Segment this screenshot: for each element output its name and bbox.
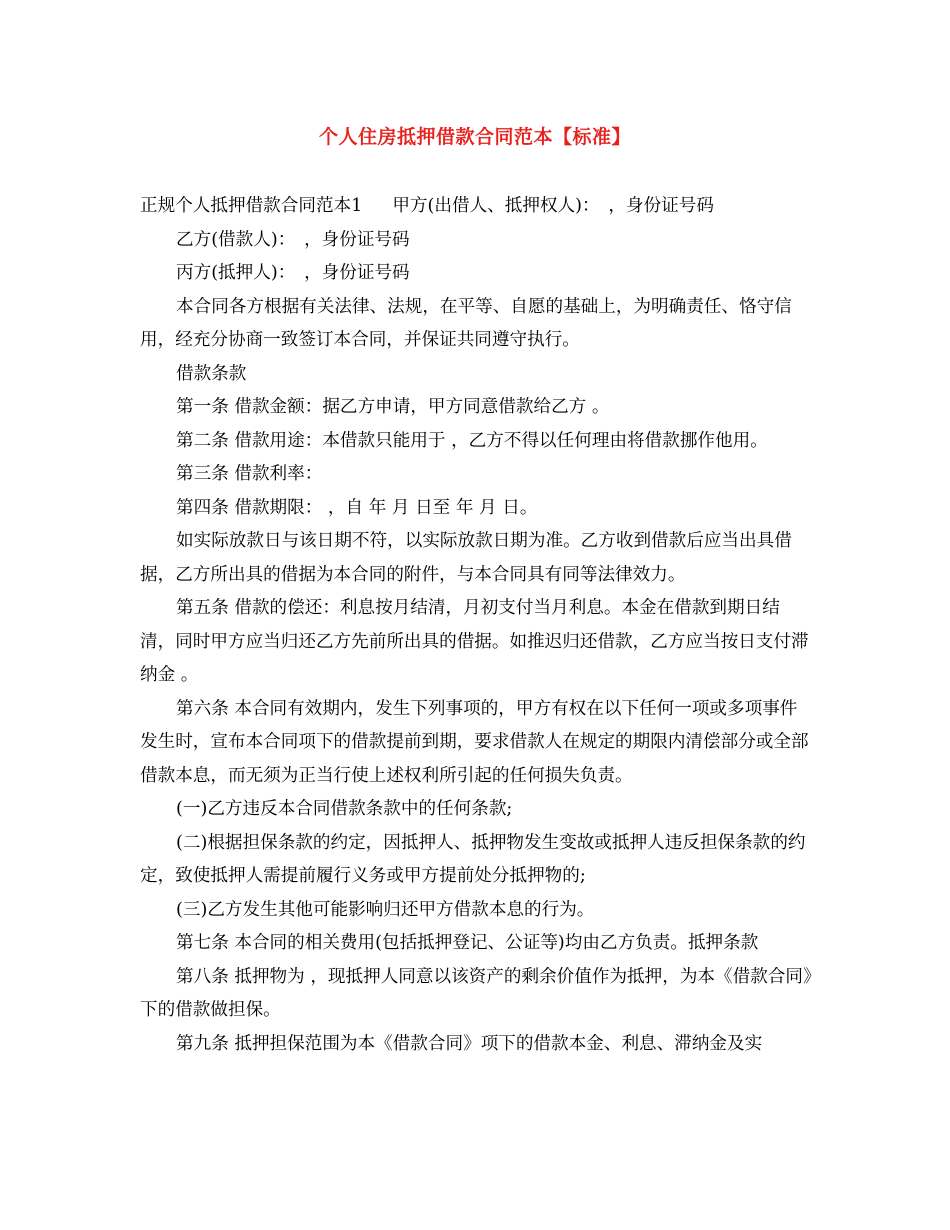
article-1: 第一条 借款金额：据乙方申请，甲方同意借款给乙方 。 xyxy=(176,397,610,417)
article-6-item-1: (一)乙方违反本合同借款条款中的任何条款; xyxy=(176,799,513,819)
party-c-line: 丙方(抵押人)： ，身份证号码 xyxy=(176,263,410,283)
article-9: 第九条 抵押担保范围为本《借款合同》项下的借款本金、利息、滞纳金及实 xyxy=(176,1033,763,1054)
article-7: 第七条 本合同的相关费用(包括抵押登记、公证等)均由乙方负责。抵押条款 xyxy=(176,933,759,953)
article-8: 第八条 抵押物为 ，现抵押人同意以该资产的剩余价值作为抵押，为本《借款合同》下的借款做担保。 xyxy=(140,966,812,1020)
intro-heading: 正规个人抵押借款合同范本1 xyxy=(140,196,363,216)
article-2: 第二条 借款用途：本借款只能用于 ，乙方不得以任何理由将借款挪作他用。 xyxy=(176,430,768,451)
article-4-note: 如实际放款日与该日期不符，以实际放款日期为准。乙方收到借款后应当出具借据，乙方所出具的借据为本合同的附件，与本合同具有同等法律效力。 xyxy=(140,531,792,585)
article-4: 第四条 借款期限： ，自 年 月 日至 年 月 日。 xyxy=(176,497,538,518)
document-title: 个人住房抵押借款合同范本【标准】 xyxy=(318,126,631,148)
party-a-line: 甲方(出借人、抵押权人)： ，身份证号码 xyxy=(392,196,714,216)
article-6: 第六条 本合同有效期内，发生下列事项的，甲方有权在以下任何一项或多项事件发生时，宣布本合同项下的借款提前到期，要求借款人在规定的期限内清偿部分或全部借款本息，而无须为正当行使上述权利所引起的任何损失负责。 xyxy=(140,698,809,786)
article-6-item-2: (二)根据担保条款的约定，因抵押人、抵押物发生变故或抵押人违反担保条款的约定，致使抵押人需提前履行义务或甲方提前处分抵押物的; xyxy=(140,832,806,886)
intro-line xyxy=(140,190,812,224)
document-body xyxy=(140,190,812,1061)
article-3: 第三条 借款利率： xyxy=(176,464,323,484)
preamble-paragraph: 本合同各方根据有关法律、法规，在平等、自愿的基础上，为明确责任、恪守信用，经充分协商一致签订本合同，并保证共同遵守执行。 xyxy=(140,296,792,350)
party-b-line: 乙方(借款人)： ，身份证号码 xyxy=(176,229,410,250)
article-5: 第五条 借款的偿还：利息按月结清，月初支付当月利息。本金在借款到期日结清，同时甲方应当归还乙方先前所出具的借据。如推迟归还借款，乙方应当按日支付滞纳金 。 xyxy=(140,598,809,685)
loan-terms-heading: 借款条款 xyxy=(176,363,247,384)
article-6-item-3: (三)乙方发生其他可能影响归还甲方借款本息的行为。 xyxy=(176,899,595,920)
